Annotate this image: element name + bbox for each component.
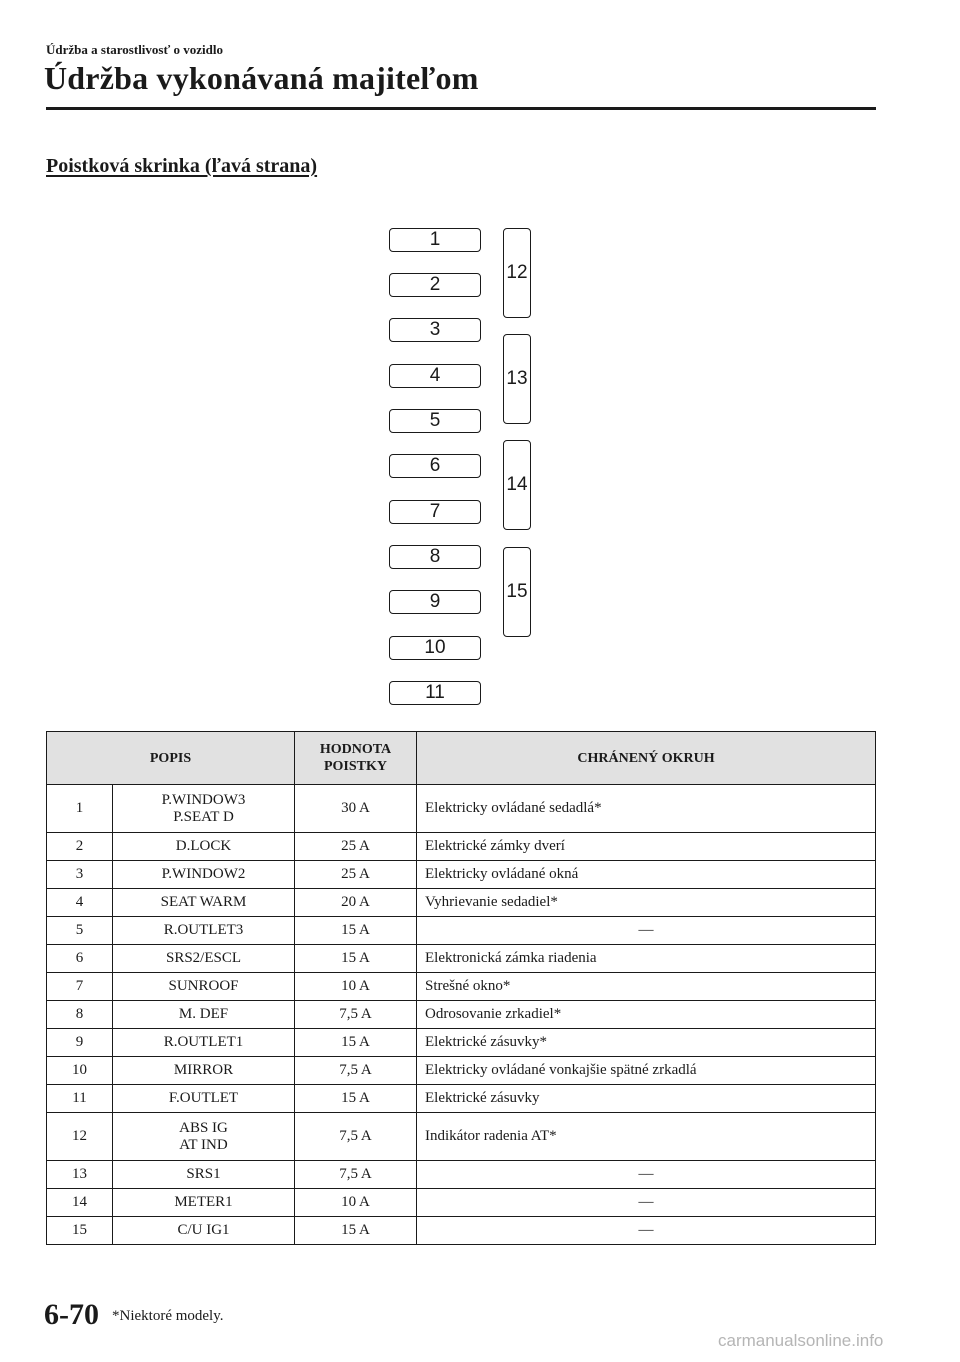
fuse-rating: 10 A [295,973,417,1001]
table-row [47,1001,876,1029]
fuse-7: 7 [389,500,481,524]
fuse-description [113,1085,295,1113]
table-row [47,1085,876,1113]
fuse-rating: 7,5 A [295,1161,417,1189]
table-row [47,917,876,945]
fuse-description-line: P.SEAT D [173,808,234,825]
protected-circuit: — [417,917,876,945]
fuse-description-line: SEAT WARM [160,894,247,910]
footnote: *Niektoré modely. [112,1308,224,1324]
fuse-number: 10 [47,1057,113,1085]
protected-circuit: — [417,1161,876,1189]
fuse-description [113,1113,295,1161]
table-row [47,1189,876,1217]
fuse-description [113,1057,295,1085]
protected-circuit: Elektrické zámky dverí [417,833,876,861]
fuse-number: 15 [47,1217,113,1245]
fuse-description [113,889,295,917]
protected-circuit: Elektrické zásuvky* [417,1029,876,1057]
fuse-table [46,731,876,1245]
fuse-description-line: R.OUTLET1 [163,1034,244,1050]
fuse-13: 13 [503,334,531,424]
fuse-4: 4 [389,364,481,388]
table-row [47,1161,876,1189]
fuse-number: 5 [47,917,113,945]
fuse-6: 6 [389,454,481,478]
fuse-description [113,833,295,861]
fuse-3: 3 [389,318,481,342]
fuse-2: 2 [389,273,481,297]
protected-circuit: Elektricky ovládané sedadlá* [417,785,876,833]
header-rule [46,107,876,110]
table-row [47,889,876,917]
fuse-description [113,917,295,945]
table-row [47,1029,876,1057]
fuse-description [113,1029,295,1057]
header-hodnota-line1: HODNOTA [319,742,392,757]
fuse-number: 4 [47,889,113,917]
table-row [47,1217,876,1245]
header-hodnota [295,732,417,785]
fuse-rating: 15 A [295,1029,417,1057]
fuse-number: 3 [47,861,113,889]
watermark: carmanualsonline.info [718,1331,884,1350]
fuse-rating: 30 A [295,785,417,833]
table-row [47,945,876,973]
fuse-table-header [47,732,876,785]
fuse-number: 1 [47,785,113,833]
fuse-description-line: M. DEF [178,1006,229,1022]
fuse-number: 8 [47,1001,113,1029]
fuse-description [113,861,295,889]
fuse-rating: 25 A [295,861,417,889]
fuse-rating: 15 A [295,917,417,945]
fuse-rating: 20 A [295,889,417,917]
fuse-number: 14 [47,1189,113,1217]
header-hodnota-line2: POISTKY [323,759,387,774]
fuse-5: 5 [389,409,481,433]
fuse-description-line: MIRROR [173,1062,234,1078]
fuse-1: 1 [389,228,481,252]
fuse-description-line: SUNROOF [168,978,239,994]
fuse-14: 14 [503,440,531,530]
fuse-description-line: P.WINDOW3 [161,791,246,808]
table-row [47,785,876,833]
fuse-number: 13 [47,1161,113,1189]
fuse-description-line: SRS1 [186,1166,221,1182]
fuse-8: 8 [389,545,481,569]
header-popis: POPIS [47,732,295,785]
fuse-description-line: SRS2/ESCL [165,950,242,966]
protected-circuit: — [417,1189,876,1217]
fuse-number: 7 [47,973,113,1001]
fuse-rating: 7,5 A [295,1001,417,1029]
fuse-description [113,1001,295,1029]
fuse-rating: 15 A [295,1085,417,1113]
table-row [47,1113,876,1161]
fuse-description [113,785,295,833]
fuse-description-line: P.WINDOW2 [161,866,246,882]
page-subtitle: Poistková skrinka (ľavá strana) [46,155,318,177]
fuse-rating: 15 A [295,1217,417,1245]
fuse-description-line: ABS IG [179,1119,228,1136]
fuse-rating: 7,5 A [295,1057,417,1085]
fuse-15: 15 [503,547,531,637]
fuse-number: 2 [47,833,113,861]
table-row [47,861,876,889]
table-row [47,833,876,861]
fuse-description-line: METER1 [174,1194,233,1210]
fuse-number: 11 [47,1085,113,1113]
fuse-description [113,1189,295,1217]
fuse-description-line: D.LOCK [175,838,232,854]
fuse-description [113,945,295,973]
protected-circuit: Odrosovanie zrkadiel* [417,1001,876,1029]
fuse-rating: 15 A [295,945,417,973]
fuse-10: 10 [389,636,481,660]
protected-circuit: Elektricky ovládané okná [417,861,876,889]
fuse-description [113,1217,295,1245]
chapter-title: Údržba vykonávaná majiteľom [44,60,479,96]
fuse-12: 12 [503,228,531,318]
fuse-9: 9 [389,590,481,614]
fuse-description [113,1161,295,1189]
table-row [47,973,876,1001]
protected-circuit: Vyhrievanie sedadiel* [417,889,876,917]
fuse-description [113,973,295,1001]
protected-circuit: Elektronická zámka riadenia [417,945,876,973]
protected-circuit: Indikátor radenia AT* [417,1113,876,1161]
protected-circuit: Elektrické zásuvky [417,1085,876,1113]
fuse-rating: 25 A [295,833,417,861]
section-title: Údržba a starostlivosť o vozidlo [46,42,223,57]
page-number: 6-70 [44,1298,99,1331]
protected-circuit: Strešné okno* [417,973,876,1001]
fuse-description-line: C/U IG1 [177,1222,230,1238]
fuse-11: 11 [389,681,481,705]
fuse-description-line: R.OUTLET3 [163,922,244,938]
protected-circuit: Elektricky ovládané vonkajšie spätné zrkadlá [417,1057,876,1085]
protected-circuit: — [417,1217,876,1245]
fuse-number: 12 [47,1113,113,1161]
fuse-description-line: F.OUTLET [168,1090,239,1106]
header-okruh: CHRÁNENÝ OKRUH [417,732,876,785]
fuse-rating: 10 A [295,1189,417,1217]
table-row [47,1057,876,1085]
fuse-number: 9 [47,1029,113,1057]
fuse-description-line: AT IND [179,1136,228,1153]
fuse-rating: 7,5 A [295,1113,417,1161]
fuse-number: 6 [47,945,113,973]
